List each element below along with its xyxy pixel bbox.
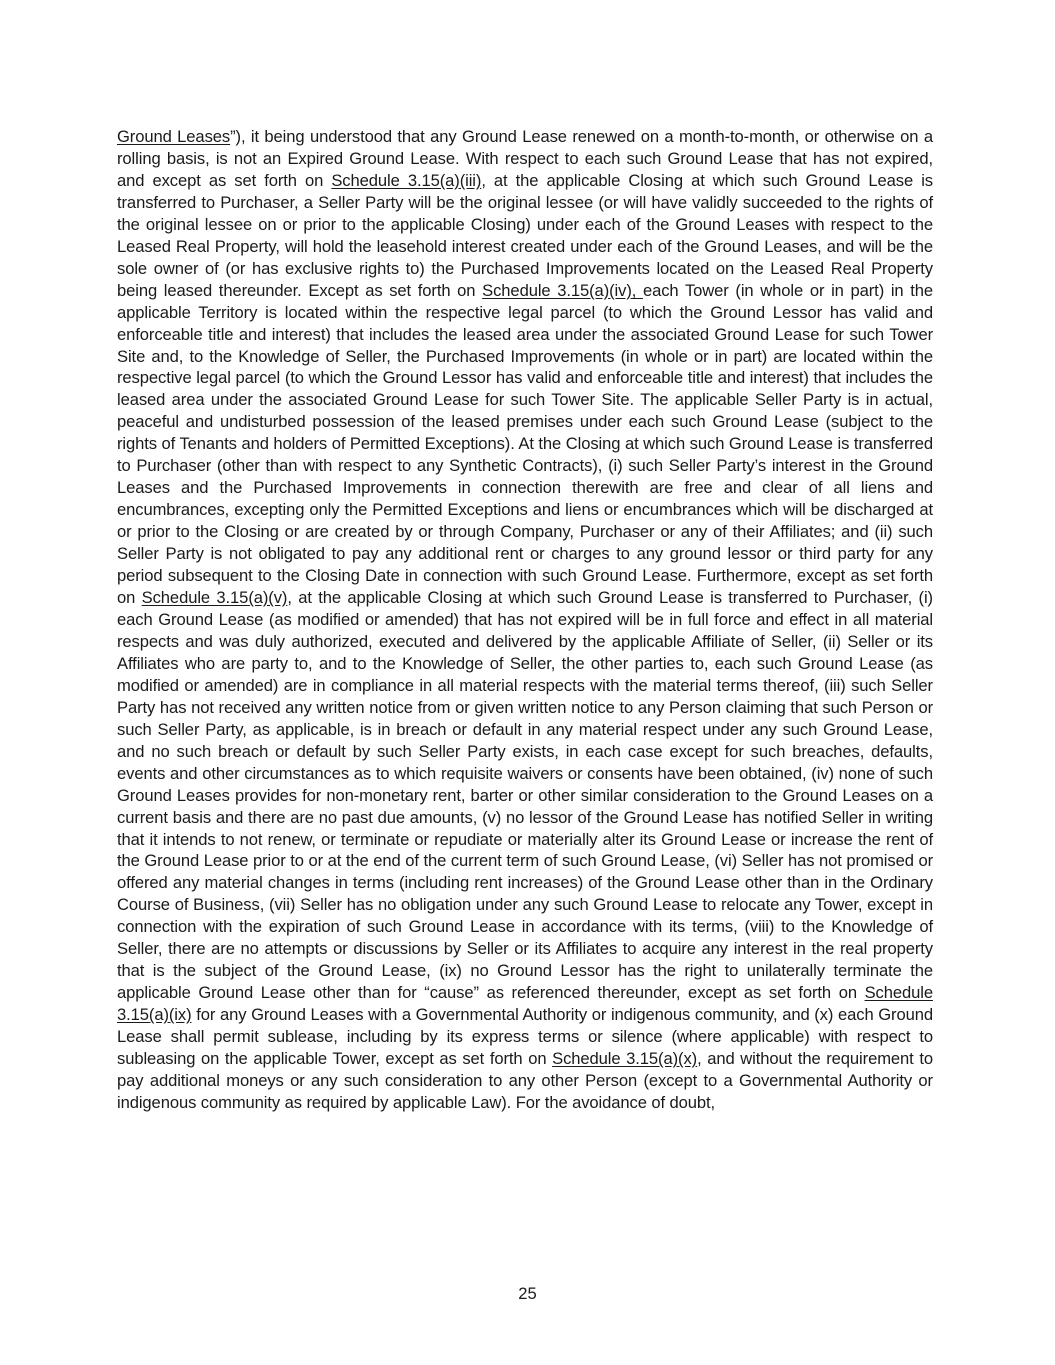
paragraph-text: , and without the requirement to pay additional moneys or any such consideration to any other Person (except to a Governmental Authority or indigenous community as required by applicable Law). For the avoidance of doubt, <box>117 1049 933 1112</box>
paragraph-text: ”), it being understood that any Ground Lease renewed on a month-to-month, or otherwise on a rolling basis, is not an Expired Ground Lease. With respect to each such Ground Lease that has not expired, and except as set forth on <box>117 127 933 190</box>
page-number: 25 <box>518 1284 537 1303</box>
schedule-reference-iv: Schedule 3.15(a)(iv), <box>482 280 643 300</box>
paragraph-text: , at the applicable Closing at which such Ground Lease is transferred to Purchaser, a Seller Party will be the original lessee (or will have validly succeeded to the rights of the original lessee on or prior to the applicable Closing) under each of the Ground Leases with respect to the Leased Real Property, will hold the leasehold interest created under each of the Ground Leases, and will be the sole owner of (or has exclusive rights to) the Purchased Improvements located on the Leased Real Property being leased thereunder. Except as set forth on <box>117 170 933 300</box>
paragraph-text: each Tower (in whole or in part) in the applicable Territory is located within the respective legal parcel (to which the Ground Lessor has valid and enforceable title and interest) that includes the leased area under the associated Ground Lease for such Tower Site and, to the Knowledge of Seller, the Purchased Improvements (in whole or in part) are located within the respective legal parcel (to which the Ground Lessor has valid and enforceable title and interest) that includes the leased area under the associated Ground Lease for such Tower Site. The applicable Seller Party is in actual, peaceful and undisturbed possession of the leased premises under each such Ground Lease (subject to the rights of Tenants and holders of Permitted Exceptions). At the Closing at which such Ground Lease is transferred to Purchaser (other than with respect to any Synthetic Contracts), (i) such Seller Party’s interest in the Ground Leases and the Purchased Improvements in connection therewith are free and clear of all liens and encumbrances, excepting only the Permitted Exceptions and liens or encumbrances which will be discharged at or prior to the Closing or are created by or through Company, Purchaser or any of their Affiliates; and (ii) such Seller Party is not obligated to pay any additional rent or charges to any ground lessor or third party for any period subsequent to the Closing Date in connection with such Ground Lease. Furthermore, except as set forth on <box>117 280 934 608</box>
schedule-reference-x: Schedule 3.15(a)(x) <box>552 1049 698 1069</box>
schedule-reference-v: Schedule 3.15(a)(v) <box>141 588 288 608</box>
schedule-reference-ix: Schedule 3.15(a)(ix) <box>117 983 933 1025</box>
defined-term-ground-leases: Ground Leases <box>117 127 231 146</box>
paragraph-text: , at the applicable Closing at which such Ground Lease is transferred to Purchaser, (i) each Ground Lease (as modified or amended) that has not expired will be in full force and effect in all material respects and was duly authorized, executed and delivered by the applicable Affiliate of Seller, (ii) Seller or its Affiliates who are party to, and to the Knowledge of Seller, the other parties to, each such Ground Lease (as modified or amended) are in compliance in all material respects with the material terms thereof, (iii) such Seller Party has not received any written notice from or given written notice to any Person claiming that such Person or such Seller Party, as applicable, is in breach or default in any material respect under any such Ground Lease, and no such breach or default by such Seller Party exists, in each case except for such breaches, defaults, events and other circumstances as to which requisite waivers or consents have been obtained, (iv) none of such Ground Leases provides for non-monetary rent, barter or other similar consideration to the Ground Leases on a current basis and there are no past due amounts, (v) no lessor of the Ground Lease has notified Seller in writing that it intends to not renew, or terminate or repudiate or materially alter its Ground Lease or increase the rent of the Ground Lease prior to or at the end of the current term of such Ground Lease, (vi) Seller has not promised or offered any material changes in terms (including rent increases) of the Ground Lease other than in the Ordinary Course of Business, (vii) Seller has no obligation under any such Ground Lease to relocate any Tower, except in connection with the expiration of such Ground Lease in accordance with its terms, (viii) to the Knowledge of Seller, there are no attempts or discussions by Seller or its Affiliates to acquire any interest in the real property that is the subject of the Ground Lease, (ix) no Ground Lessor has the right to unilaterally terminate the applicable Ground Lease other than for “cause” as referenced thereunder, except as set forth on <box>117 588 933 1003</box>
body-paragraph <box>117 126 933 1114</box>
paragraph-text: for any Ground Leases with a Governmental Authority or indigenous community, and (x) each Ground Lease shall permit sublease, including by its express terms or silence (where applicable) with respect to subleasing on the applicable Tower, except as set forth on <box>117 1005 933 1069</box>
schedule-reference-iii: Schedule 3.15(a)(iii) <box>331 170 482 190</box>
